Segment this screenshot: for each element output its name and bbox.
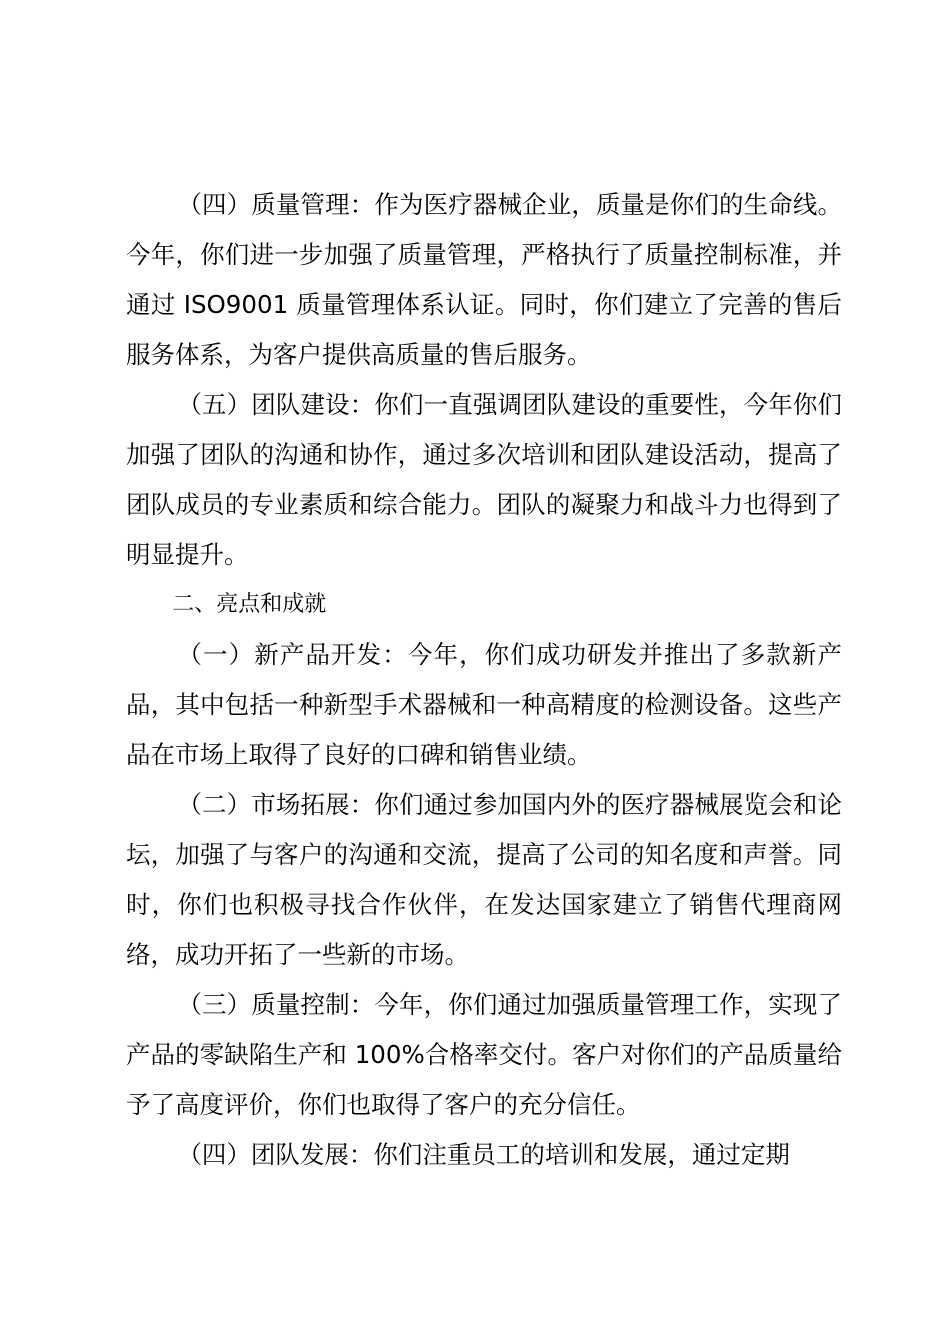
paragraph-quality-control: （三）质量控制：今年，你们通过加强质量管理工作，实现了产品的零缺陷生产和 100%合格率交付。客户对你们的产品质量给予了高度评价，你们也取得了客户的充分信任。 (126, 990, 842, 1119)
section-heading-highlights: 二、亮点和成就 (172, 592, 327, 617)
paragraph-quality-management: （四）质量管理：作为医疗器械企业，质量是你们的生命线。今年，你们进一步加强了质量管理，严格执行了质量控制标准，并通过 ISO9001 质量管理体系认证。同时，你们建立了完善的售后服务体系，为客户提供高质量的售后服务。 (126, 190, 842, 369)
paragraph-market-expansion: （二）市场拓展：你们通过参加国内外的医疗器械展览会和论坛，加强了与客户的沟通和交流，提高了公司的知名度和声誉。同时，你们也积极寻找合作伙伴，在发达国家建立了销售代理商网络，成功开拓了一些新的市场。 (126, 790, 842, 969)
paragraph-new-product-development: （一）新产品开发：今年，你们成功研发并推出了多款新产品，其中包括一种新型手术器械和一种高精度的检测设备。这些产品在市场上取得了良好的口碑和销售业绩。 (126, 640, 842, 769)
document-body (126, 180, 842, 1180)
paragraph-team-building: （五）团队建设：你们一直强调团队建设的重要性，今年你们加强了团队的沟通和协作，通过多次培训和团队建设活动，提高了团队成员的专业素质和综合能力。团队的凝聚力和战斗力也得到了明显提升。 (126, 390, 842, 569)
paragraph-team-development: （四）团队发展：你们注重员工的培训和发展，通过定期 (177, 1140, 790, 1169)
